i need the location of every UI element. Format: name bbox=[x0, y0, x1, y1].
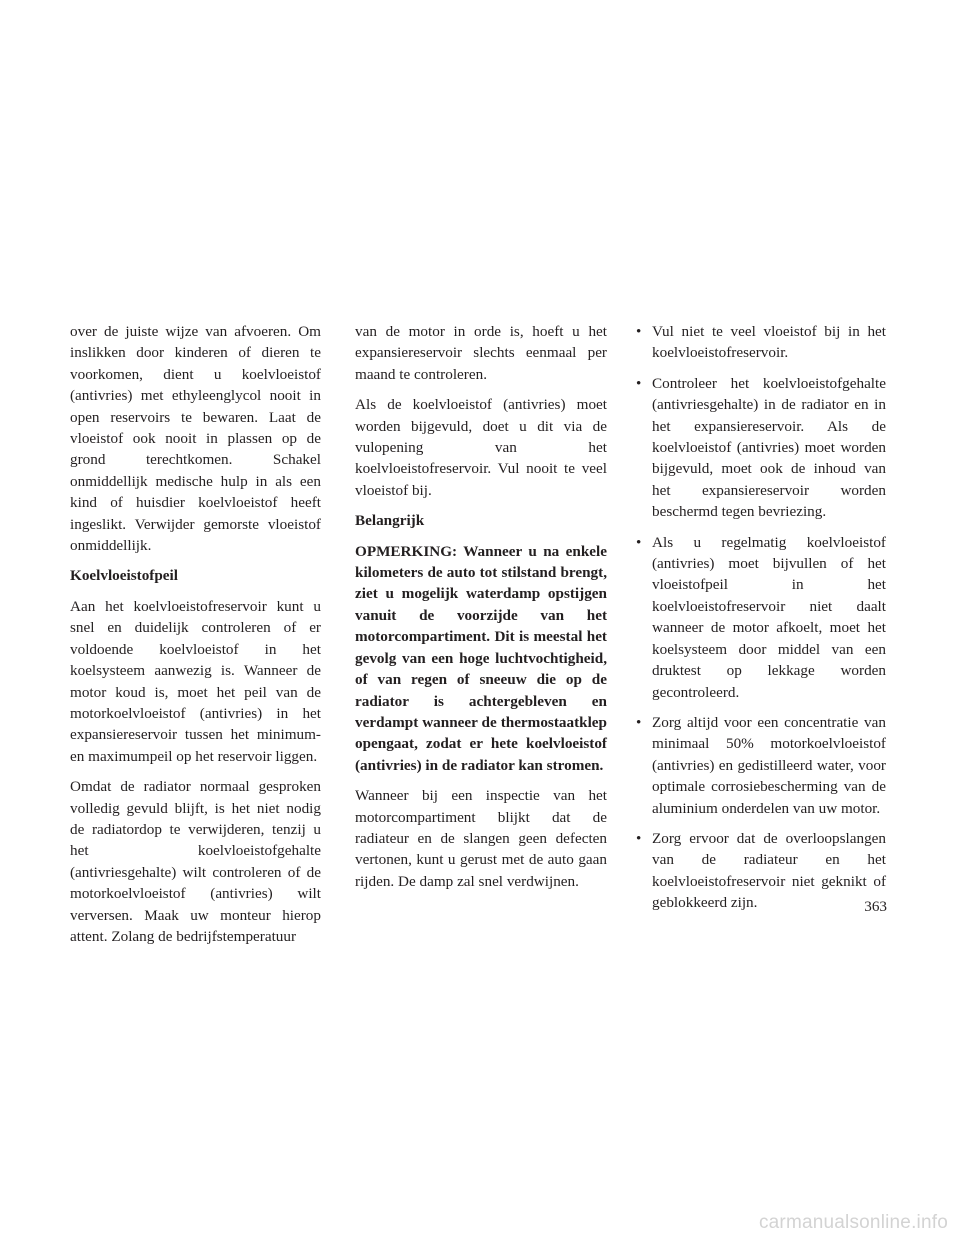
list-item bbox=[636, 373, 886, 523]
bullet-icon: • bbox=[636, 533, 642, 551]
paragraph-inspection: Wanneer bij een inspectie van het motorcompartiment blijkt dat de radiateur en de slangen geen defecten vertonen, kunt u gerust met de auto gaan rijden. De damp zal snel verdwijnen. bbox=[355, 787, 607, 890]
list-item-text: Zorg ervoor dat de overloopslangen van de radiateur en het koelvloeistofreservoir niet geknikt of geblokkeerd zijn. bbox=[652, 829, 886, 912]
list-item bbox=[636, 828, 886, 914]
watermark-text: carmanualsonline.info bbox=[758, 1212, 948, 1233]
list-item bbox=[636, 321, 886, 364]
bullet-list bbox=[636, 321, 886, 914]
list-item-text: Zorg altijd voor een concentratie van minimaal 50% motorkoelvloeistof (antivries) en gedistilleerd water, voor optimale corrosiebescherming van de aluminium onderdelen van uw motor. bbox=[652, 713, 886, 817]
note-steam-warning: OPMERKING: Wanneer u na enkele kilometers de auto tot stilstand brengt, ziet u mogelijk waterdamp opstijgen vanuit de voorzijde van het motorcompartiment. Dit is meestal het gevolg van een hoge luchtvochtigheid, of van regen of sneeuw die op de radiator is achtergebleven en verdampt wanneer de thermostaatklep opengaat, zodat er hete koelvloeistof (antivries) in de radiator kan stromen. bbox=[355, 542, 607, 774]
bullet-icon: • bbox=[636, 713, 642, 731]
list-item bbox=[636, 532, 886, 703]
list-item-text: Vul niet te veel vloeistof bij in het koelvloeistofreservoir. bbox=[652, 323, 886, 362]
paragraph-refill: Als de koelvloeistof (antivries) moet worden bijgevuld, doet u dit via de vulopening van het koelvloeistofreservoir. Vul nooit te veel vloeistof bij. bbox=[355, 396, 607, 499]
text-column-right bbox=[636, 321, 886, 923]
section-heading-coolant-level: Koelvloeistofpeil bbox=[70, 567, 178, 585]
list-item bbox=[636, 712, 886, 819]
paragraph-monthly-check: van de motor in orde is, hoeft u het expansiereservoir slechts eenmaal per maand te controleren. bbox=[355, 323, 607, 383]
section-heading-important: Belangrijk bbox=[355, 512, 425, 530]
paragraph-radiator-cap: Omdat de radiator normaal gesproken volledig gevuld blijft, is het niet nodig de radiatordop te verwijderen, tenzij u het koelvloeistofgehalte (antivriesgehalte) wilt controleren of de motorkoelvloeistof (antivries) wilt verversen. Maak uw monteur hierop attent. Zolang de bedrijfstemperatuur bbox=[70, 778, 321, 945]
paragraph-disposal: over de juiste wijze van afvoeren. Om inslikken door kinderen of dieren te voorkomen, dient u koelvloeistof (antivries) met ethyleenglycol nooit in open reservoirs te bewaren. Laat de vloeistof ook nooit in plassen op de grond terechtkomen. Schakel onmiddellijk medische hulp in als een kind of huisdier koelvloeistof heeft ingeslikt. Verwijder gemorste vloeistof onmiddellijk. bbox=[70, 323, 321, 555]
list-item-text: Controleer het koelvloeistofgehalte (antivriesgehalte) in de radiator en in het expansiereservoir. Als de koelvloeistof (antivries) moet worden bijgevuld, moet ook de inhoud van het expansiereservoir worden beschermd tegen bevriezing. bbox=[652, 374, 886, 521]
bullet-icon: • bbox=[636, 829, 642, 847]
list-item-text: Als u regelmatig koelvloeistof (antivries) moet bijvullen of het vloeistofpeil in het koelvloeistofreservoir niet daalt wanneer de motor afkoelt, moet het koelsysteem door middel van een druktest op lekkage worden gecontroleerd. bbox=[652, 533, 886, 701]
page-number: 363 bbox=[864, 898, 887, 915]
bullet-icon: • bbox=[636, 374, 642, 392]
paragraph-coolant-check: Aan het koelvloeistofreservoir kunt u snel en duidelijk controleren of er voldoende koelvloeistof in het koelsysteem aanwezig is. Wanneer de motor koud is, moet het peil van de motorkoelvloeistof (antivries) in het expansiereservoir tussen het minimum- en maximumpeil op het reservoir liggen. bbox=[70, 597, 321, 765]
text-column-middle bbox=[355, 321, 607, 901]
bullet-icon: • bbox=[636, 323, 642, 340]
text-column-left bbox=[70, 321, 321, 956]
